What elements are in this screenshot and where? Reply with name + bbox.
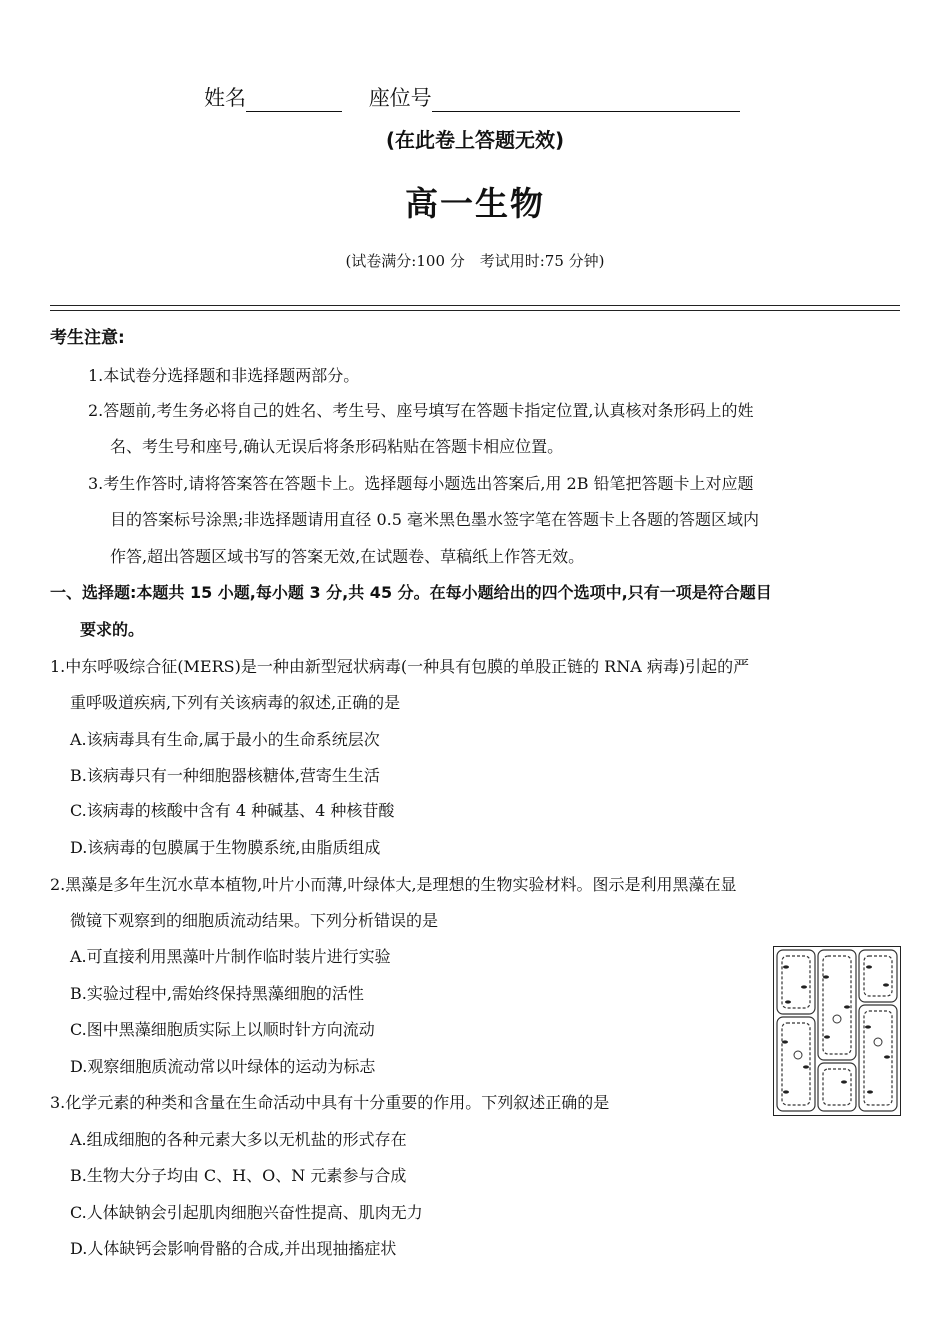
page-title: 高一生物 xyxy=(405,184,545,223)
cell-micrograph-drawing xyxy=(774,947,900,1115)
double-divider xyxy=(50,305,900,311)
question-stem: 微镜下观察到的细胞质流动结果。下列分析错误的是 xyxy=(70,911,439,930)
question-option: C.人体缺钠会引起肌肉细胞兴奋性提高、肌肉无力 xyxy=(70,1203,423,1222)
section-heading: 一、选择题:本题共 15 小题,每小题 3 分,共 45 分。在每小题给出的四个选项中,只有一项是符合题目 xyxy=(50,583,772,602)
section-heading: 要求的。 xyxy=(80,620,145,639)
name-blank xyxy=(246,91,342,112)
question-option: D.观察细胞质流动常以叶绿体的运动为标志 xyxy=(70,1057,376,1076)
question-option: A.可直接利用黑藻叶片制作临时装片进行实验 xyxy=(70,947,391,966)
question-stem: 3.化学元素的种类和含量在生命活动中具有十分重要的作用。下列叙述正确的是 xyxy=(50,1093,610,1112)
question-option: B.实验过程中,需始终保持黑藻细胞的活性 xyxy=(70,984,364,1003)
question-option: D.该病毒的包膜属于生物膜系统,由脂质组成 xyxy=(70,838,381,857)
question-option: B.该病毒只有一种细胞器核糖体,营寄生生活 xyxy=(70,766,380,785)
name-seat-bar xyxy=(204,82,740,112)
question-option: C.该病毒的核酸中含有 4 种碱基、4 种核苷酸 xyxy=(70,801,395,820)
notice-item: 1.本试卷分选择题和非选择题两部分。 xyxy=(88,366,360,385)
question-stem: 重呼吸道疾病,下列有关该病毒的叙述,正确的是 xyxy=(70,693,401,712)
question-stem: 2.黑藻是多年生沉水草本植物,叶片小而薄,叶绿体大,是理想的生物实验材料。图示是利用黑藻在显 xyxy=(50,875,737,894)
notice-item: 名、考生号和座号,确认无误后将条形码粘贴在答题卡相应位置。 xyxy=(110,437,564,456)
seat-label: 座位号 xyxy=(368,86,432,110)
cell-micrograph-figure xyxy=(773,946,901,1116)
question-stem: 1.中东呼吸综合征(MERS)是一种由新型冠状病毒(一种具有包膜的单股正链的 RNA 病毒)引起的严 xyxy=(50,657,750,676)
question-option: D.人体缺钙会影响骨骼的合成,并出现抽搐症状 xyxy=(70,1239,397,1258)
notice-item: 作答,超出答题区域书写的答案无效,在试题卷、草稿纸上作答无效。 xyxy=(110,547,585,566)
question-option: C.图中黑藻细胞质实际上以顺时针方向流动 xyxy=(70,1020,375,1039)
seat-blank xyxy=(432,91,740,112)
question-option: B.生物大分子均由 C、H、O、N 元素参与合成 xyxy=(70,1166,407,1185)
name-label: 姓名 xyxy=(204,86,246,110)
invalid-note: (在此卷上答题无效) xyxy=(385,128,565,152)
question-option: A.组成细胞的各种元素大多以无机盐的形式存在 xyxy=(70,1130,407,1149)
notice-heading: 考生注意: xyxy=(50,328,125,348)
notice-item: 目的答案标号涂黑;非选择题请用直径 0.5 毫米黑色墨水签字笔在答题卡上各题的答题区域内 xyxy=(110,510,760,529)
notice-item: 3.考生作答时,请将答案答在答题卡上。选择题每小题选出答案后,用 2B 铅笔把答题卡上对应题 xyxy=(88,474,754,493)
exam-info: (试卷满分:100 分 考试用时:75 分钟) xyxy=(345,252,605,270)
notice-item: 2.答题前,考生务必将自己的姓名、考生号、座号填写在答题卡指定位置,认真核对条形码上的姓 xyxy=(88,401,754,420)
question-option: A.该病毒具有生命,属于最小的生命系统层次 xyxy=(70,730,380,749)
